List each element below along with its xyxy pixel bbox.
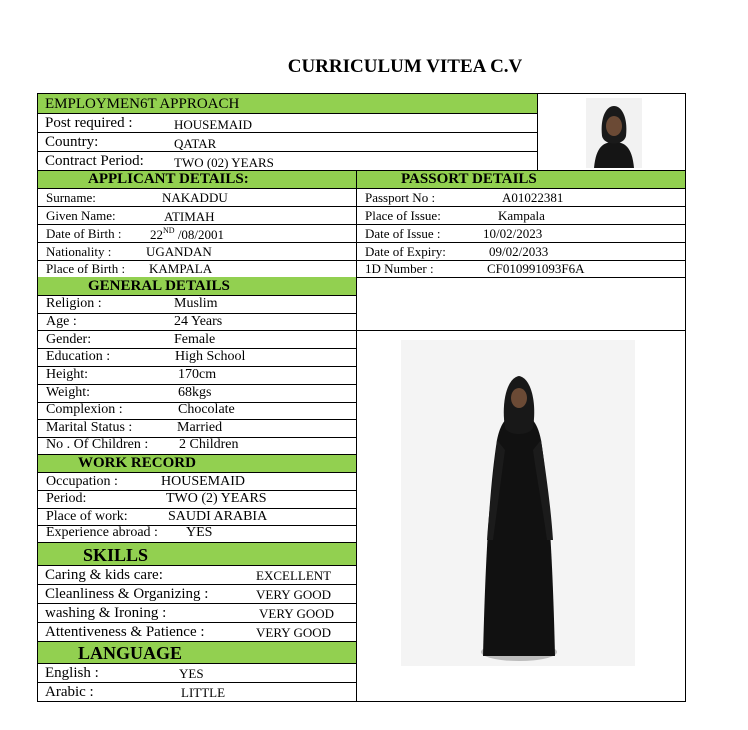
country-label: Country:: [45, 134, 99, 150]
general-header-row: [37, 277, 357, 296]
work-row: [37, 526, 357, 543]
passport-no-row: [356, 189, 686, 207]
date-of-expiry-row: [356, 243, 686, 261]
post-label: Post required :: [45, 115, 133, 131]
contract-label: Contract Period:: [45, 153, 144, 169]
language-label: Arabic :: [45, 684, 94, 700]
surname-row: [37, 189, 357, 207]
date-of-expiry-label: Date of Expiry:: [365, 244, 446, 259]
general-label: Age :: [46, 314, 77, 329]
place-of-issue-label: Place of Issue:: [365, 208, 441, 223]
given-name-value: ATIMAH: [164, 209, 215, 224]
language-header: LANGUAGE: [78, 643, 183, 663]
work-value: TWO (2) YEARS: [166, 491, 267, 506]
work-row: [37, 473, 357, 491]
general-row: [37, 367, 357, 385]
work-row: [37, 509, 357, 526]
date-of-issue-value: 10/02/2023: [483, 226, 543, 241]
surname-label: Surname:: [46, 190, 96, 205]
work-value: YES: [186, 526, 213, 540]
general-value: High School: [175, 349, 246, 364]
general-value: Chocolate: [178, 403, 235, 417]
general-header: GENERAL DETAILS: [88, 278, 230, 294]
language-label: English :: [45, 665, 99, 681]
date-of-issue-label: Date of Issue :: [365, 226, 441, 241]
general-value: Muslim: [174, 296, 218, 311]
dob-row: [37, 225, 357, 243]
given-name-row: [37, 207, 357, 225]
skills-header: SKILLS: [83, 545, 149, 565]
employment-header-row: [37, 93, 538, 114]
surname-value: NAKADDU: [162, 190, 228, 205]
full-photo-cell: [356, 330, 686, 702]
general-label: Gender:: [46, 332, 92, 347]
general-label: Religion :: [46, 296, 102, 311]
country-value: QATAR: [174, 136, 217, 151]
general-value: Married: [177, 420, 223, 435]
work-label: Place of work:: [46, 509, 128, 524]
work-value: SAUDI ARABIA: [168, 509, 268, 524]
general-value: 170cm: [178, 367, 217, 382]
skill-label: Cleanliness & Organizing :: [45, 586, 209, 602]
general-row: [37, 331, 357, 349]
language-row: [37, 664, 357, 683]
work-label: Experience abroad :: [46, 526, 158, 540]
id-number-value: CF010991093F6A: [487, 261, 585, 276]
portrait-photo: [586, 98, 642, 168]
general-label: Marital Status :: [46, 420, 133, 435]
dob-label: Date of Birth :: [46, 226, 122, 241]
language-value: YES: [179, 666, 204, 681]
place-of-issue-row: [356, 207, 686, 225]
work-row: [37, 491, 357, 509]
skill-label: washing & Ironing :: [45, 605, 167, 621]
skill-value: EXCELLENT: [256, 568, 332, 583]
work-label: Occupation :: [46, 474, 118, 489]
general-label: Complexion :: [46, 403, 123, 417]
skill-value: VERY GOOD: [259, 606, 334, 621]
dob-value: 22ND /08/2001: [150, 226, 225, 242]
skill-row: [37, 585, 357, 604]
general-label: Weight:: [46, 385, 90, 400]
language-row: [37, 683, 357, 702]
post-value: HOUSEMAID: [174, 117, 252, 132]
general-row: [37, 385, 357, 403]
work-header-row: [37, 455, 357, 473]
date-of-issue-row: [356, 225, 686, 243]
skill-label: Attentiveness & Patience :: [45, 624, 205, 640]
general-row: [37, 349, 357, 367]
general-label: No . Of Children :: [46, 438, 149, 452]
general-row: [37, 420, 357, 438]
general-row: [37, 438, 357, 455]
given-name-label: Given Name:: [46, 208, 116, 223]
general-value: Female: [174, 332, 216, 347]
skill-row: [37, 604, 357, 623]
empty-cell: [356, 277, 686, 331]
contract-row: [37, 152, 538, 171]
nationality-value: UGANDAN: [146, 244, 212, 259]
general-row: [37, 314, 357, 331]
skill-row: [37, 623, 357, 642]
full-body-photo: [401, 340, 635, 666]
pob-row: [37, 261, 357, 278]
id-number-row: [356, 261, 686, 278]
language-value: LITTLE: [181, 685, 226, 700]
passport-no-label: Passport No :: [365, 190, 436, 205]
page-title: CURRICULUM VITEA C.V: [287, 56, 523, 77]
employment-header: EMPLOYMEN6T APPROACH: [45, 96, 240, 112]
passport-header: PASSORT DETAILS: [401, 171, 537, 187]
skill-value: VERY GOOD: [256, 625, 331, 640]
general-row: [37, 296, 357, 314]
skills-header-row: [37, 543, 357, 566]
general-value: 24 Years: [174, 314, 223, 329]
work-label: Period:: [46, 491, 87, 506]
passport-no-value: A01022381: [502, 190, 564, 205]
pob-label: Place of Birth :: [46, 261, 126, 276]
applicant-header: APPLICANT DETAILS:: [88, 171, 249, 187]
portrait-photo-cell: [537, 93, 686, 171]
general-value: 2 Children: [179, 438, 239, 452]
id-number-label: 1D Number :: [365, 261, 434, 276]
passport-header-row: [356, 171, 686, 189]
language-header-row: [37, 642, 357, 664]
general-label: Education :: [46, 349, 111, 364]
nationality-label: Nationality :: [46, 244, 112, 259]
place-of-issue-value: Kampala: [498, 208, 545, 223]
work-header: WORK RECORD: [78, 455, 196, 471]
general-label: Height:: [46, 367, 88, 382]
skill-label: Caring & kids care:: [45, 567, 163, 583]
skill-value: VERY GOOD: [256, 587, 331, 602]
post-row: [37, 114, 538, 133]
contract-value: TWO (02) YEARS: [174, 155, 274, 170]
nationality-row: [37, 243, 357, 261]
date-of-expiry-value: 09/02/2033: [489, 244, 549, 259]
general-value: 68kgs: [178, 385, 212, 400]
pob-value: KAMPALA: [149, 261, 213, 276]
country-row: [37, 133, 538, 152]
applicant-header-row: [37, 171, 357, 189]
work-value: HOUSEMAID: [161, 474, 245, 489]
skill-row: [37, 566, 357, 585]
general-row: [37, 403, 357, 420]
